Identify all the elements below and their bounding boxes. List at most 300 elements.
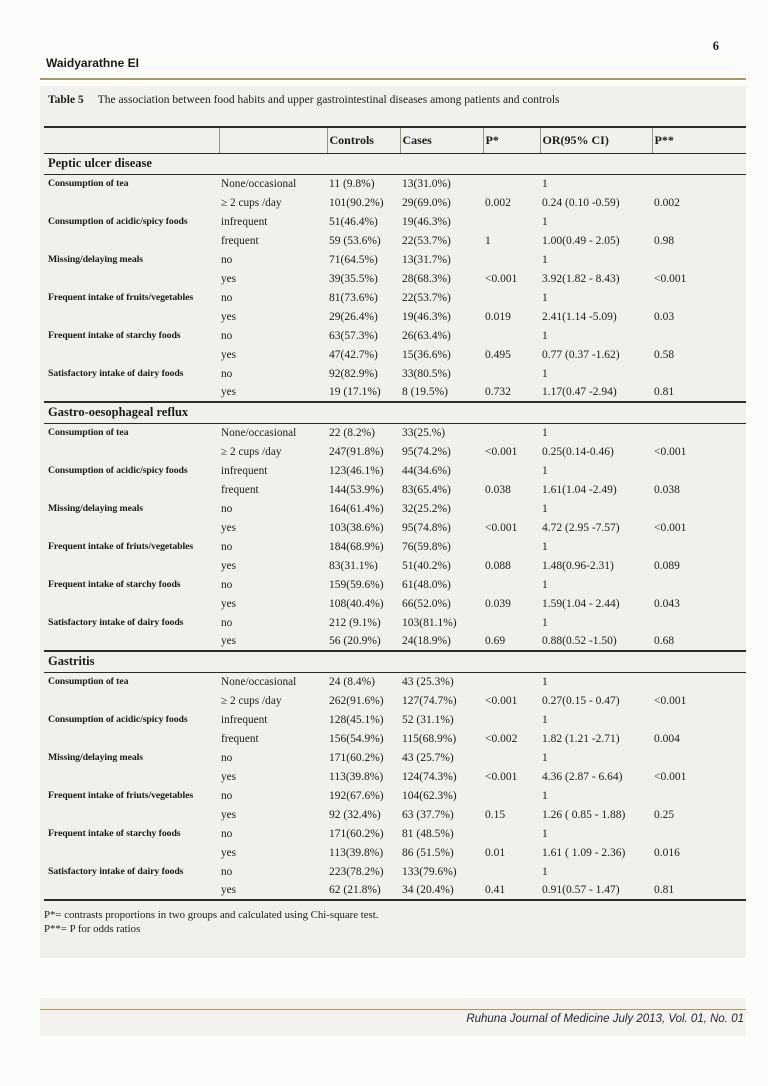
habit-cell: [44, 594, 219, 613]
or-ci-cell: 1: [542, 215, 548, 228]
table-body: [44, 153, 746, 900]
category-cell: frequent: [221, 732, 259, 745]
cases-cell: 51(40.2%): [402, 559, 451, 572]
p-double-star-cell: <0.001: [654, 694, 687, 707]
or-ci-cell: 1.82 (1.21 -2.71): [542, 732, 620, 745]
cases-cell: 22(53.7%): [402, 291, 451, 304]
table-row: [44, 423, 746, 442]
controls-cell: 71(64.5%): [329, 253, 378, 266]
p-double-star-cell: 0.03: [654, 310, 675, 323]
controls-cell: 113(39.8%): [329, 770, 384, 783]
header-habit: [44, 127, 219, 153]
controls-cell: 51(46.4%): [329, 215, 378, 228]
controls-cell: 164(61.4%): [329, 502, 384, 515]
table-row: [44, 881, 746, 900]
table-row: [44, 767, 746, 786]
or-ci-cell: 1: [542, 426, 548, 439]
cases-cell: 22(53.7%): [402, 234, 451, 247]
or-ci-cell: 1.26 ( 0.85 - 1.88): [542, 808, 626, 821]
section-title: Peptic ulcer disease: [44, 153, 746, 174]
habit-cell: Consumption of tea: [48, 676, 129, 688]
p-star-cell: [483, 613, 540, 632]
p-star-cell: [483, 862, 540, 881]
cases-cell: 103(81.1%): [402, 616, 457, 629]
table-row: [44, 729, 746, 748]
controls-cell: 192(67.6%): [329, 789, 384, 802]
category-cell: no: [221, 865, 233, 878]
habit-cell: [44, 442, 219, 461]
category-cell: yes: [221, 521, 237, 534]
habit-cell: Consumption of acidic/spicy foods: [48, 465, 188, 476]
habit-cell: Frequent intake of friuts/vegetables: [48, 790, 194, 801]
table-footnotes: [44, 908, 744, 936]
category-cell: no: [221, 616, 233, 629]
or-ci-cell: 0.25(0.14-0.46): [542, 445, 614, 458]
habit-cell: [44, 843, 219, 862]
or-ci-cell: 1: [542, 502, 548, 515]
cases-cell: 52 (31.1%): [402, 713, 454, 726]
p-star-cell: [483, 672, 540, 691]
or-ci-cell: 0.91(0.57 - 1.47): [542, 884, 620, 896]
category-cell: infrequent: [221, 215, 268, 228]
running-header: Waidyarathne EI: [46, 56, 139, 70]
p-star-cell: [483, 461, 540, 480]
table-row: [44, 442, 746, 461]
p-double-star-cell: [652, 174, 746, 193]
p-double-star-cell: [652, 537, 746, 556]
association-table: [44, 126, 746, 901]
p-star-cell: 0.019: [485, 310, 511, 323]
table-row: [44, 250, 746, 269]
or-ci-cell: 1.61(1.04 -2.49): [542, 483, 617, 496]
cases-cell: 104(62.3%): [402, 789, 457, 802]
controls-cell: 113(39.8%): [329, 846, 384, 859]
cases-cell: 19(46.3%): [402, 310, 451, 323]
controls-cell: 156(54.9%): [329, 732, 384, 745]
habit-cell: [44, 729, 219, 748]
cases-cell: 24(18.9%): [402, 635, 451, 647]
habit-cell: Consumption of tea: [48, 178, 129, 190]
p-double-star-cell: [652, 499, 746, 518]
p-double-star-cell: <0.001: [654, 521, 687, 534]
cases-cell: 127(74.7%): [402, 694, 457, 707]
habit-cell: Missing/delaying meals: [48, 254, 143, 265]
p-double-star-cell: <0.001: [654, 770, 687, 783]
controls-cell: 184(68.9%): [329, 540, 384, 553]
p-star-cell: 0.038: [485, 483, 511, 496]
or-ci-cell: 1: [542, 177, 548, 190]
p-double-star-cell: <0.001: [654, 445, 687, 458]
section-title: Gastritis: [44, 651, 746, 672]
table-row: [44, 174, 746, 193]
or-ci-cell: 1: [542, 751, 548, 764]
table-row: [44, 364, 746, 383]
p-double-star-cell: 0.089: [654, 559, 680, 572]
p-star-cell: [483, 499, 540, 518]
habit-cell: Frequent intake of starchy foods: [48, 579, 181, 590]
controls-cell: 103(38.6%): [329, 521, 384, 534]
category-cell: no: [221, 540, 233, 553]
controls-cell: 123(46.1%): [329, 464, 384, 477]
or-ci-cell: 4.72 (2.95 -7.57): [542, 521, 620, 534]
table-row: [44, 212, 746, 231]
p-star-cell: 1: [485, 234, 491, 247]
table-caption-label: Table 5: [48, 94, 84, 106]
habit-cell: Consumption of acidic/spicy foods: [48, 714, 188, 725]
cases-cell: 15(36.6%): [402, 348, 451, 361]
or-ci-cell: 1: [542, 367, 548, 380]
or-ci-cell: 1: [542, 675, 548, 688]
or-ci-cell: 1: [542, 789, 548, 802]
cases-cell: 43 (25.7%): [402, 751, 454, 764]
habit-cell: Frequent intake of fruits/vegetables: [48, 292, 194, 303]
category-cell: yes: [221, 808, 237, 821]
habit-cell: Consumption of tea: [48, 427, 129, 439]
habit-cell: [44, 556, 219, 575]
controls-cell: 212 (9.1%): [329, 616, 381, 629]
cases-cell: 61(48.0%): [402, 578, 451, 591]
table-row: [44, 575, 746, 594]
table-row: [44, 556, 746, 575]
or-ci-cell: 1: [542, 713, 548, 726]
header-p-star: P*: [483, 127, 540, 153]
or-ci-cell: 1: [542, 464, 548, 477]
category-cell: frequent: [221, 234, 259, 247]
category-cell: no: [221, 329, 233, 342]
controls-cell: 247(91.8%): [329, 445, 384, 458]
controls-cell: 92(82.9%): [329, 367, 378, 380]
p-star-cell: [483, 212, 540, 231]
category-cell: frequent: [221, 483, 259, 496]
or-ci-cell: 1.61 ( 1.09 - 2.36): [542, 846, 626, 859]
or-ci-cell: 3.92(1.82 - 8.43): [542, 272, 620, 285]
cases-cell: 19(46.3%): [402, 215, 451, 228]
p-star-cell: 0.088: [485, 559, 511, 572]
table-row: [44, 672, 746, 691]
category-cell: yes: [221, 310, 237, 323]
p-star-cell: 0.41: [485, 884, 506, 896]
cases-cell: 26(63.4%): [402, 329, 451, 342]
p-star-cell: [483, 250, 540, 269]
or-ci-cell: 1: [542, 865, 548, 878]
table-row: [44, 748, 746, 767]
p-double-star-cell: 0.038: [654, 483, 680, 496]
cases-cell: 44(34.6%): [402, 464, 451, 477]
p-star-cell: 0.732: [485, 386, 511, 398]
header-or-ci: OR(95% CI): [540, 127, 652, 153]
controls-cell: 56 (20.9%): [329, 635, 381, 647]
category-cell: yes: [221, 272, 237, 285]
controls-cell: 19 (17.1%): [329, 386, 381, 398]
p-star-cell: 0.69: [485, 635, 506, 647]
header-category: [219, 127, 327, 153]
cases-cell: 124(74.3%): [402, 770, 457, 783]
p-star-cell: 0.01: [485, 846, 506, 859]
or-ci-cell: 1: [542, 827, 548, 840]
cases-cell: 13(31.0%): [402, 177, 451, 190]
habit-cell: [44, 805, 219, 824]
cases-cell: 115(68.9%): [402, 732, 457, 745]
p-star-cell: [483, 710, 540, 729]
habit-cell: [44, 269, 219, 288]
p-star-cell: [483, 423, 540, 442]
category-cell: yes: [221, 559, 237, 572]
controls-cell: 108(40.4%): [329, 597, 384, 610]
cases-cell: 95(74.8%): [402, 521, 451, 534]
header-cases: Cases: [400, 127, 483, 153]
p-star-cell: [483, 786, 540, 805]
category-cell: None/occasional: [221, 675, 297, 688]
table-row: [44, 862, 746, 881]
table-row: [44, 383, 746, 402]
or-ci-cell: 1.17(0.47 -2.94): [542, 386, 617, 398]
category-cell: yes: [221, 884, 237, 896]
table-row: [44, 632, 746, 651]
p-star-cell: [483, 824, 540, 843]
p-star-cell: [483, 748, 540, 767]
p-star-cell: 0.15: [485, 808, 506, 821]
p-double-star-cell: [652, 461, 746, 480]
table-row: [44, 307, 746, 326]
p-star-cell: 0.002: [485, 196, 511, 209]
habit-cell: Consumption of acidic/spicy foods: [48, 216, 188, 227]
header-p-double-star: P**: [652, 127, 746, 153]
or-ci-cell: 0.27(0.15 - 0.47): [542, 694, 620, 707]
p-double-star-cell: 0.004: [654, 732, 680, 745]
or-ci-cell: 1: [542, 253, 548, 266]
p-double-star-cell: <0.001: [654, 272, 687, 285]
or-ci-cell: 1: [542, 540, 548, 553]
category-cell: infrequent: [221, 464, 268, 477]
cases-cell: 95(74.2%): [402, 445, 451, 458]
p-star-cell: [483, 174, 540, 193]
cases-cell: 133(79.6%): [402, 865, 457, 878]
p-star-cell: <0.001: [485, 694, 518, 707]
category-cell: None/occasional: [221, 426, 297, 439]
p-star-cell: [483, 326, 540, 345]
table-caption: [48, 94, 738, 106]
section-header-row: [44, 402, 746, 423]
or-ci-cell: 1: [542, 578, 548, 591]
p-double-star-cell: 0.98: [654, 234, 675, 247]
p-double-star-cell: [652, 672, 746, 691]
p-star-cell: <0.002: [485, 732, 518, 745]
cases-cell: 63 (37.7%): [402, 808, 454, 821]
habit-cell: Missing/delaying meals: [48, 752, 143, 763]
habit-cell: Satisfactory intake of dairy foods: [48, 866, 184, 877]
category-cell: no: [221, 751, 233, 764]
habit-cell: Frequent intake of starchy foods: [48, 828, 181, 839]
habit-cell: [44, 345, 219, 364]
p-double-star-cell: [652, 613, 746, 632]
table-row: [44, 499, 746, 518]
table-row: [44, 805, 746, 824]
table-row: [44, 691, 746, 710]
section-header-row: [44, 651, 746, 672]
p-double-star-cell: 0.25: [654, 808, 675, 821]
habit-cell: Satisfactory intake of dairy foods: [48, 617, 184, 628]
or-ci-cell: 1.59(1.04 - 2.44): [542, 597, 620, 610]
habit-cell: [44, 767, 219, 786]
header-controls: Controls: [327, 127, 400, 153]
table-row: [44, 231, 746, 250]
controls-cell: 22 (8.2%): [329, 426, 375, 439]
cases-cell: 8 (19.5%): [402, 386, 448, 398]
category-cell: yes: [221, 635, 237, 647]
p-double-star-cell: 0.043: [654, 597, 680, 610]
cases-cell: 33(25.%): [402, 426, 446, 439]
category-cell: no: [221, 827, 233, 840]
cases-cell: 83(65.4%): [402, 483, 451, 496]
category-cell: yes: [221, 597, 237, 610]
table-row: [44, 326, 746, 345]
habit-cell: Frequent intake of friuts/vegetables: [48, 541, 194, 552]
category-cell: no: [221, 578, 233, 591]
category-cell: None/occasional: [221, 177, 297, 190]
controls-cell: 144(53.9%): [329, 483, 384, 496]
category-cell: yes: [221, 770, 237, 783]
section-title: Gastro-oesophageal reflux: [44, 402, 746, 423]
habit-cell: [44, 193, 219, 212]
controls-cell: 47(42.7%): [329, 348, 378, 361]
p-star-cell: [483, 575, 540, 594]
p-double-star-cell: 0.68: [654, 635, 675, 647]
p-star-cell: <0.001: [485, 521, 518, 534]
table-row: [44, 824, 746, 843]
table-row: [44, 461, 746, 480]
controls-cell: 101(90.2%): [329, 196, 384, 209]
cases-cell: 28(68.3%): [402, 272, 451, 285]
p-star-cell: <0.001: [485, 770, 518, 783]
table-row: [44, 843, 746, 862]
cases-cell: 66(52.0%): [402, 597, 451, 610]
or-ci-cell: 2.41(1.14 -5.09): [542, 310, 617, 323]
habit-cell: Missing/delaying meals: [48, 503, 143, 514]
cases-cell: 13(31.7%): [402, 253, 451, 266]
p-star-cell: <0.001: [485, 445, 518, 458]
or-ci-cell: 0.88(0.52 -1.50): [542, 635, 617, 647]
table-row: [44, 594, 746, 613]
p-double-star-cell: [652, 824, 746, 843]
p-double-star-cell: [652, 748, 746, 767]
table-wrap: [44, 126, 746, 901]
p-double-star-cell: [652, 326, 746, 345]
section-header-row: [44, 153, 746, 174]
p-double-star-cell: [652, 212, 746, 231]
p-star-cell: [483, 364, 540, 383]
cases-cell: 34 (20.4%): [402, 884, 454, 896]
table-caption-text: The association between food habits and upper gastrointestinal diseases among patients and controls: [97, 94, 560, 106]
controls-cell: 128(45.1%): [329, 713, 384, 726]
category-cell: ≥ 2 cups /day: [221, 694, 282, 707]
category-cell: no: [221, 789, 233, 802]
category-cell: no: [221, 291, 233, 304]
p-double-star-cell: 0.002: [654, 196, 680, 209]
p-star-cell: [483, 288, 540, 307]
table-row: [44, 613, 746, 632]
controls-cell: 262(91.6%): [329, 694, 384, 707]
footnote-p-double-star: P**= P for odds ratios: [44, 923, 141, 935]
or-ci-cell: 4.36 (2.87 - 6.64): [542, 770, 623, 783]
cases-cell: 81 (48.5%): [402, 827, 454, 840]
cases-cell: 32(25.2%): [402, 502, 451, 515]
table-row: [44, 710, 746, 729]
footnote-p-star: P*= contrasts proportions in two groups and calculated using Chi-square test.: [44, 909, 379, 921]
controls-cell: 92 (32.4%): [329, 808, 381, 821]
table-row: [44, 518, 746, 537]
controls-cell: 63(57.3%): [329, 329, 378, 342]
controls-cell: 171(60.2%): [329, 827, 384, 840]
p-double-star-cell: 0.81: [654, 386, 675, 398]
category-cell: ≥ 2 cups /day: [221, 196, 282, 209]
habit-cell: [44, 231, 219, 250]
p-star-cell: 0.039: [485, 597, 511, 610]
or-ci-cell: 1.48(0.96-2.31): [542, 559, 614, 572]
habit-cell: [44, 518, 219, 537]
table-row: [44, 193, 746, 212]
controls-cell: 171(60.2%): [329, 751, 384, 764]
table-row: [44, 269, 746, 288]
table-header-row: [44, 127, 746, 153]
controls-cell: 223(78.2%): [329, 865, 384, 878]
p-star-cell: [483, 537, 540, 556]
category-cell: ≥ 2 cups /day: [221, 445, 282, 458]
p-double-star-cell: 0.016: [654, 846, 680, 859]
category-cell: yes: [221, 348, 237, 361]
page-number: 6: [712, 39, 719, 53]
category-cell: infrequent: [221, 713, 268, 726]
controls-cell: 59 (53.6%): [329, 234, 381, 247]
cases-cell: 43 (25.3%): [402, 675, 454, 688]
category-cell: yes: [221, 386, 237, 398]
cases-cell: 29(69.0%): [402, 196, 451, 209]
p-star-cell: 0.495: [485, 348, 511, 361]
controls-cell: 62 (21.8%): [329, 884, 381, 896]
controls-cell: 81(73.6%): [329, 291, 378, 304]
category-cell: no: [221, 253, 233, 266]
or-ci-cell: 1: [542, 329, 548, 342]
table-row: [44, 786, 746, 805]
controls-cell: 29(26.4%): [329, 310, 378, 323]
habit-cell: [44, 383, 219, 402]
p-double-star-cell: [652, 423, 746, 442]
p-star-cell: <0.001: [485, 272, 518, 285]
p-double-star-cell: [652, 250, 746, 269]
habit-cell: Satisfactory intake of dairy foods: [48, 368, 184, 379]
p-double-star-cell: [652, 786, 746, 805]
controls-cell: 39(35.5%): [329, 272, 378, 285]
header-rule: [40, 78, 746, 80]
p-double-star-cell: [652, 575, 746, 594]
habit-cell: [44, 632, 219, 651]
table-row: [44, 480, 746, 499]
or-ci-cell: 1: [542, 616, 548, 629]
or-ci-cell: 1: [542, 291, 548, 304]
cases-cell: 33(80.5%): [402, 367, 451, 380]
journal-footer: Ruhuna Journal of Medicine July 2013, Vol. 01, No. 01: [466, 1013, 744, 1025]
footer-rule: [40, 1009, 746, 1010]
controls-cell: 24 (8.4%): [329, 675, 375, 688]
table-row: [44, 288, 746, 307]
p-double-star-cell: [652, 862, 746, 881]
category-cell: no: [221, 367, 233, 380]
table-row: [44, 537, 746, 556]
habit-cell: [44, 881, 219, 900]
habit-cell: Frequent intake of starchy foods: [48, 330, 181, 341]
cases-cell: 76(59.8%): [402, 540, 451, 553]
or-ci-cell: 0.77 (0.37 -1.62): [542, 348, 620, 361]
category-cell: no: [221, 502, 233, 515]
